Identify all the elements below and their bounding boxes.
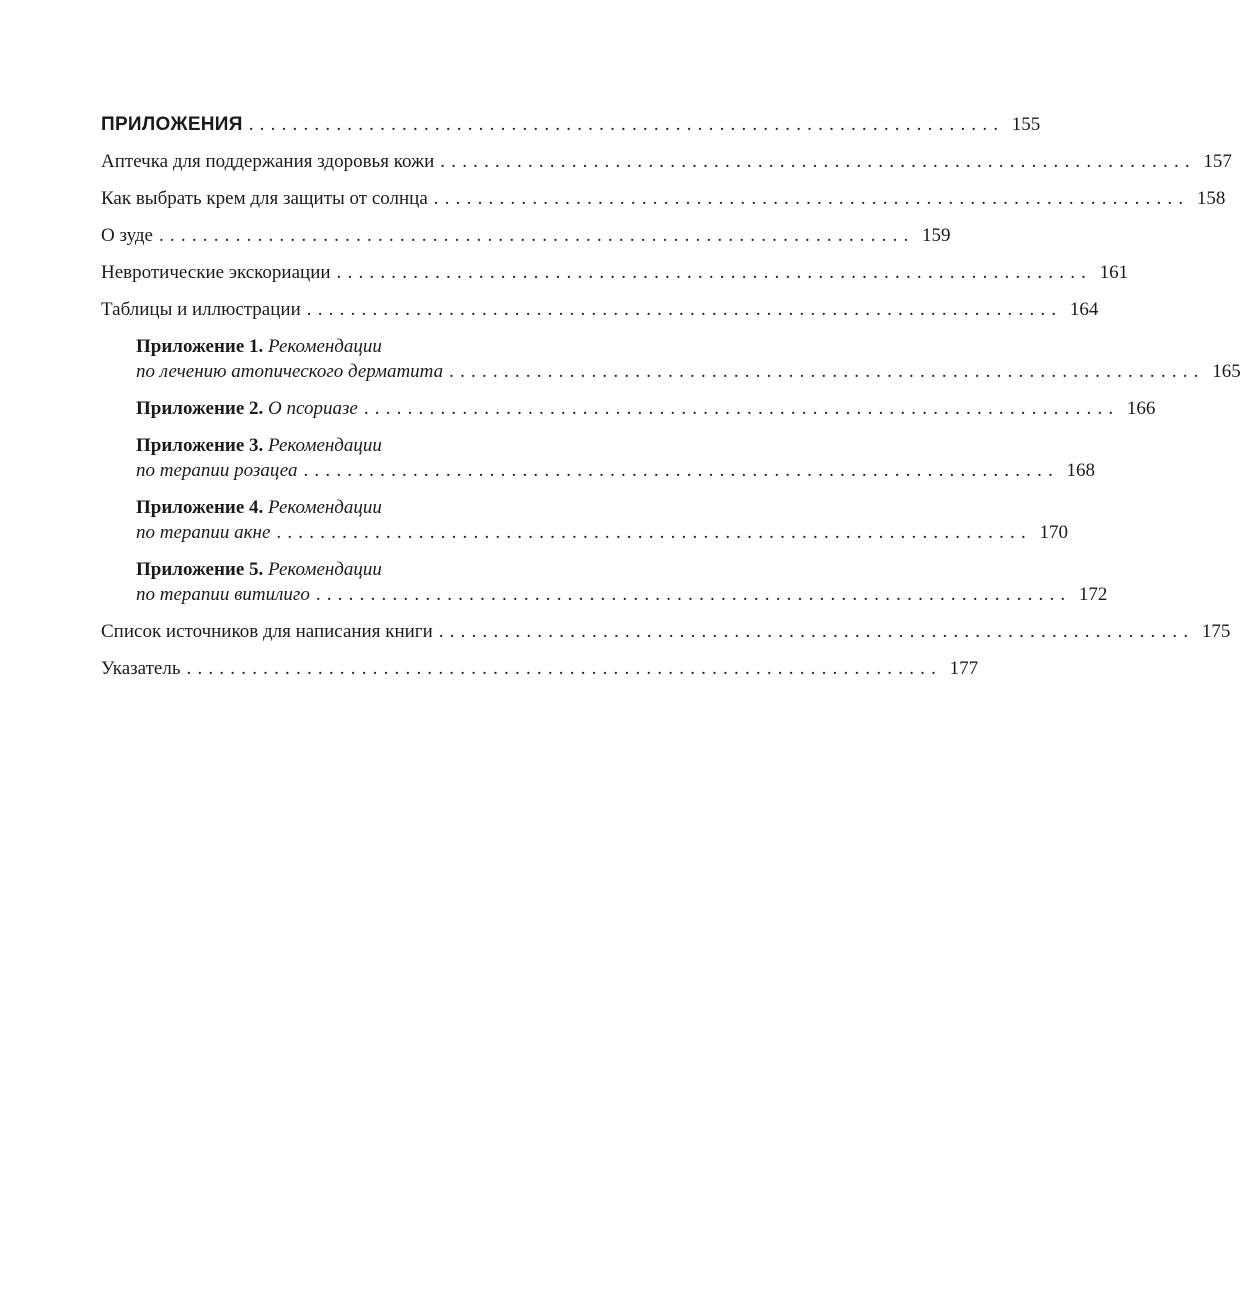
appendix-title-continued: по терапии акне [136,522,271,543]
page-number: 157 [1203,151,1232,172]
page-number: 168 [1066,460,1096,481]
entry-title: Как выбрать крем для защиты от солнца [101,188,428,209]
appendix-second-line [136,582,1108,607]
toc-entry[interactable] [101,619,1231,644]
toc-entry[interactable] [101,297,1099,322]
appendix-label: Приложение 3. [136,435,264,456]
appendix-first-line [136,433,697,458]
appendix-second-line [136,520,1068,545]
toc-entry[interactable] [101,149,1232,174]
entry-title: Список источников для написания книги [101,621,433,642]
toc-appendix-entry[interactable] [136,557,1108,607]
entry-title: Указатель [101,658,181,679]
dot-leader: ..................................................................... [438,621,1195,642]
dot-leader: ..................................................................... [336,262,1093,283]
dot-leader: ..................................................................... [306,299,1063,320]
dot-leader: ..................................................................... [433,188,1190,209]
dot-leader: ..................................................................... [449,361,1205,382]
entry-title: Невротические экскориации [101,262,331,283]
entry-title: Аптечка для поддержания здоровья кожи [101,151,435,172]
appendix-title-continued: по терапии витилиго [136,584,310,605]
dot-leader: ..................................................................... [158,225,915,246]
entry-title: Таблицы и иллюстрации [101,299,301,320]
page-number: 172 [1078,584,1108,605]
appendix-label: Приложение 1. [136,336,264,357]
toc-appendix-entry[interactable] [136,396,1156,421]
appendix-title-continued: по лечению атопического дерматита [136,361,444,382]
page-number: 165 [1212,361,1241,382]
appendix-first-line [136,557,697,582]
page-number: 175 [1201,621,1231,642]
page-number: 170 [1039,522,1068,543]
dot-leader: ..................................................................... [363,398,1120,419]
appendix-label: Приложение 2. [136,398,264,419]
toc-appendix-entry[interactable] [136,495,1068,545]
appendix-title: Рекомендации [268,336,382,357]
appendix-first-line [136,495,697,520]
appendix-first-line [136,334,697,359]
page-number: 161 [1099,262,1129,283]
entry-title: О зуде [101,225,153,246]
appendix-label: Приложение 5. [136,559,264,580]
page-number: 159 [922,225,951,246]
appendix-title: Рекомендации [268,497,382,518]
appendix-title: О псориазе [268,398,358,419]
appendix-second-line [136,359,1241,384]
appendix-title: Рекомендации [268,435,382,456]
toc-entry[interactable] [101,223,951,248]
toc-heading-entry[interactable] [101,112,1041,137]
page-number: 158 [1196,188,1226,209]
dot-leader: ..................................................................... [276,522,1032,543]
toc-entry[interactable] [101,186,1226,211]
dot-leader: ..................................................................... [315,584,1072,605]
appendix-title-continued: по терапии розацеа [136,460,298,481]
dot-leader: ..................................................................... [440,151,1196,172]
dot-leader: ..................................................................... [248,114,1005,135]
page-number: 164 [1069,299,1099,320]
table-of-contents [101,112,1241,693]
page-number: 166 [1126,398,1156,419]
appendix-second-line [136,458,1096,483]
toc-appendix-entry[interactable] [136,334,1241,384]
appendix-title: Рекомендации [268,559,382,580]
toc-entry[interactable] [101,656,979,681]
page-number: 177 [949,658,979,679]
appendix-first-line [136,396,364,421]
toc-entry[interactable] [101,260,1129,285]
appendix-label: Приложение 4. [136,497,264,518]
dot-leader: ..................................................................... [303,460,1060,481]
section-heading: ПРИЛОЖЕНИЯ [101,114,243,135]
toc-appendix-entry[interactable] [136,433,1096,483]
page-number: 155 [1011,114,1041,135]
dot-leader: ..................................................................... [186,658,943,679]
